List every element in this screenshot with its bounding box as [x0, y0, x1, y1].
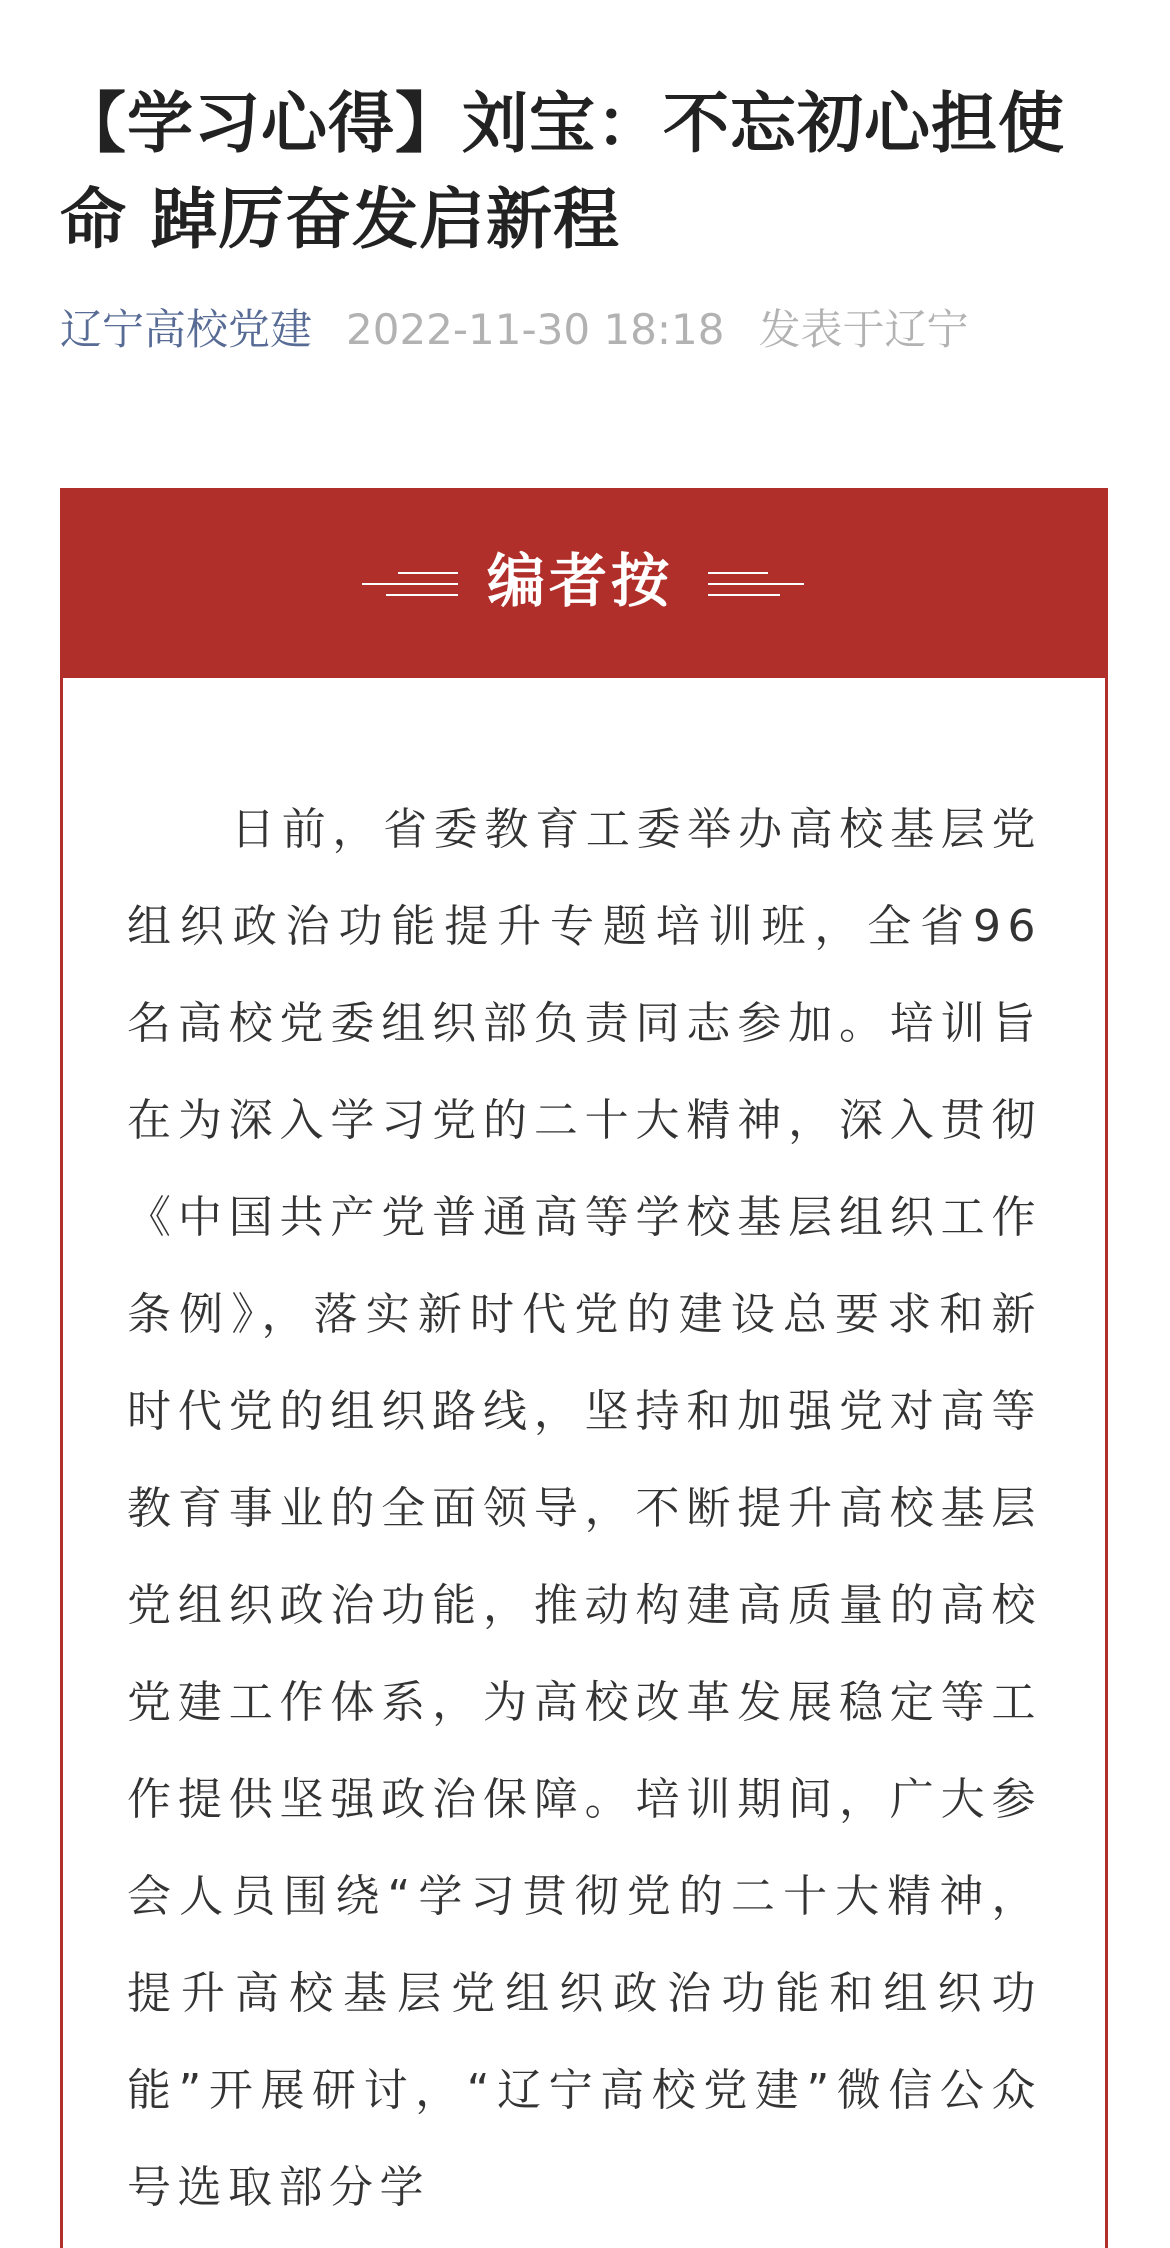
- editor-note-header: [60, 488, 1108, 678]
- decorative-lines-icon: [362, 570, 458, 600]
- account-name-link[interactable]: 辽宁高校党建: [60, 305, 313, 354]
- article-title: 【学习心得】刘宝：不忘初心担使命 踔厉奋发启新程: [60, 85, 1065, 258]
- editor-note-body: 日前，省委教育工委举办高校基层党组织政治功能提升专题培训班，全省96名高校党委组织部负责同志参加。培训旨在为深入学习党的二十大精神，深入贯彻《中国共产党普通高等学校基层组织工作条例》，落实新时代党的建设总要求和新时代党的组织路线，坚持和加强党对高等教育事业的全面领导，不断提升高校基层党组织政治功能，推动构建高质量的高校党建工作体系，为高校改革发展稳定等工作提供坚强政治保障。培训期间，广大参会人员围绕“学习贯彻党的二十大精神，提升高校基层党组织政治功能和组织功能”开展研讨，“辽宁高校党建”微信公众号选取部分学: [127, 804, 1042, 2213]
- editor-note-card: [60, 488, 1108, 2248]
- publish-location: 发表于辽宁: [758, 305, 969, 354]
- article-meta: [60, 300, 969, 360]
- editor-note-title: 编者按: [486, 547, 673, 615]
- decorative-lines-icon: [708, 570, 804, 600]
- publish-time: 2022-11-30 18:18: [346, 305, 725, 354]
